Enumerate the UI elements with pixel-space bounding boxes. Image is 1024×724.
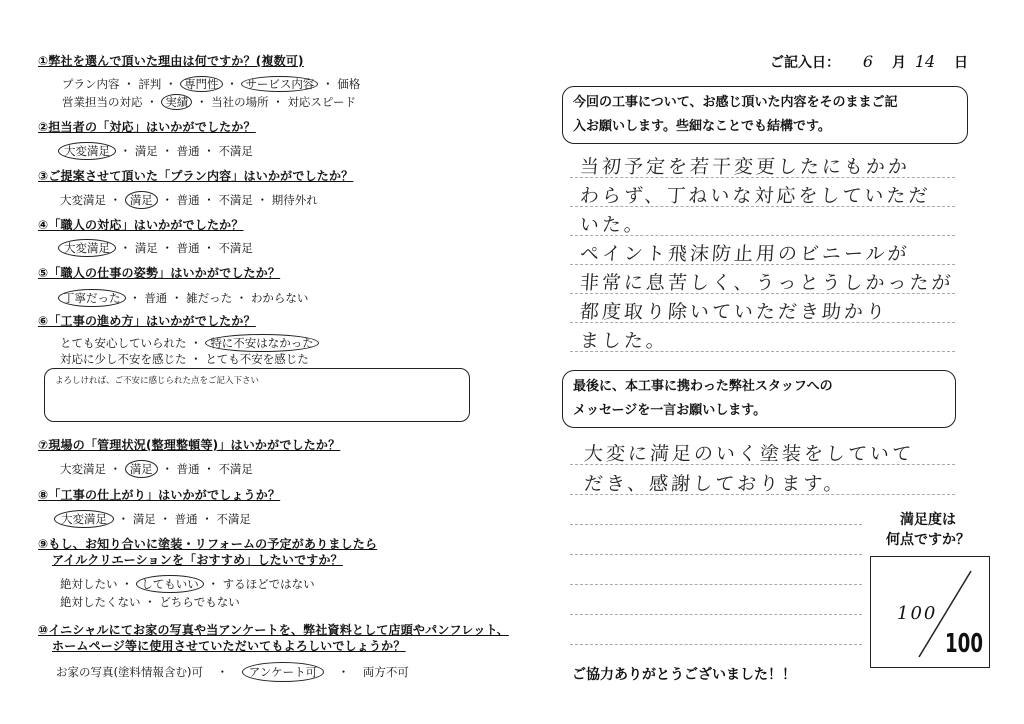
date-day-unit: 日 [954, 55, 969, 71]
q6-options-row2: 対応に少し不安を感じた ・ とても不安を感じた [60, 352, 309, 366]
q10-option[interactable]: お家の写真(塗料情報含む)可 [56, 665, 203, 679]
date-month-unit: 月 [891, 55, 906, 71]
impression-answer-line: わらず、丁ねいな対応をしていただ [579, 185, 932, 207]
ruled-line [570, 554, 862, 555]
q8-option-selected[interactable]: 大変満足 [54, 510, 114, 528]
q4-option-selected[interactable]: 大変満足 [58, 239, 116, 257]
q6-option[interactable]: とても安心していられた [60, 336, 187, 350]
q6-option[interactable]: とても不安を感じた [205, 352, 309, 366]
q2-option-selected[interactable]: 大変満足 [58, 142, 116, 160]
q1-options-row1: プラン内容 ・ 評判 ・ 専門性 ・ サービス内容 ・ 価格 [62, 77, 361, 91]
ruled-line [570, 614, 862, 615]
ruled-line [570, 524, 862, 525]
q2-option[interactable]: 普通 [176, 144, 200, 158]
q6-option-selected[interactable]: 特に不安はなかった [205, 334, 319, 352]
q5-option-selected[interactable]: 丁寧だった [58, 289, 126, 307]
q9-option[interactable]: 絶対したくない [60, 595, 141, 609]
score-label-line1: 満足度は [900, 512, 956, 528]
q1-option[interactable]: 当社の場所 [211, 95, 269, 109]
q5-title: ⑤「職人の仕事の姿勢」はいかがでしたか？ [38, 266, 281, 280]
q3-option[interactable]: 大変満足 [60, 193, 106, 207]
q5-options: 丁寧だった ・ 普通 ・ 雑だった ・ わからない [58, 290, 308, 306]
impression-answer-line: ペイント飛沫防止用のビニールが [579, 243, 911, 265]
q5-option[interactable]: 雑だった [186, 291, 233, 305]
q3-option[interactable]: 不満足 [218, 193, 253, 207]
q7-option[interactable]: 不満足 [218, 462, 253, 476]
q3-option[interactable]: 普通 [176, 193, 200, 207]
score-label-line2: 何点ですか？ [886, 532, 970, 548]
q5-option[interactable]: 普通 [144, 291, 168, 305]
message-answer-line: 大変に満足のいく塗装をしていて [583, 443, 915, 465]
ruled-line [570, 584, 862, 585]
thanks-message: ご協力ありがとうございました！！ [572, 667, 796, 683]
score-value: 100 [897, 603, 938, 624]
q9-option[interactable]: どちらでもない [159, 595, 240, 609]
q1-title: ①弊社を選んで頂いた理由は何ですか？(複数可) [38, 54, 304, 68]
q7-options: 大変満足 ・ 満足 ・ 普通 ・ 不満足 [60, 462, 253, 476]
q5-option[interactable]: わからない [250, 291, 309, 305]
q9-options-row1: 絶対したい ・ してもいい ・ するほどではない [60, 577, 315, 591]
q6-comment-prompt: よろしければ、ご不安に感じられた点をご記入下さい [55, 376, 260, 386]
date-day: 14 [914, 52, 936, 71]
impression-answer-line: 当初予定を若干変更したにもかか [579, 156, 911, 178]
q8-option[interactable]: 不満足 [216, 512, 251, 526]
score-box[interactable] [870, 556, 990, 668]
q10-option[interactable]: 両方不可 [362, 665, 409, 679]
impression-answer-line: ました。 [579, 330, 669, 352]
q8-option[interactable]: 普通 [174, 512, 198, 526]
q6-options-row1: とても安心していられた ・ 特に不安はなかった [60, 335, 319, 351]
q10-option-selected[interactable]: アンケート可 [242, 662, 324, 682]
impression-answer-line: 非常に息苦しく、うっとうしかったが [579, 272, 955, 294]
score-max: 100 [945, 629, 983, 659]
q2-title: ②担当者の「対応」はいかがでしたか？ [38, 120, 256, 134]
q4-options: 大変満足 ・ 満足 ・ 普通 ・ 不満足 [58, 240, 253, 256]
q2-option[interactable]: 不満足 [218, 144, 253, 158]
q4-option[interactable]: 普通 [176, 241, 200, 255]
q3-option[interactable]: 期待外れ [271, 193, 318, 207]
message-prompt-box [562, 370, 956, 428]
score-label [870, 510, 986, 550]
q1-option[interactable]: 評判 [138, 77, 162, 91]
q6-title: ⑥「工事の進め方」はいかがでしたか？ [38, 314, 256, 328]
q9-option-selected[interactable]: してもいい [136, 575, 204, 593]
impression-prompt-line2: 入お願いします。些細なことでも結構です。 [573, 119, 831, 134]
q1-option[interactable]: 対応スピード [287, 95, 356, 109]
q4-title: ④「職人の対応」はいかがでしたか？ [38, 218, 244, 232]
q6-comment-box[interactable] [44, 368, 470, 422]
q1-option[interactable]: プラン内容 [62, 77, 120, 91]
q4-option[interactable]: 不満足 [218, 241, 253, 255]
impression-answer-line: 都度取り除いていただき助かり [579, 301, 889, 323]
q8-option[interactable]: 満足 [132, 512, 156, 526]
q4-option[interactable]: 満足 [134, 241, 158, 255]
impression-prompt-box [562, 86, 968, 144]
q1-option-selected[interactable]: 専門性 [180, 76, 223, 92]
date-month: 6 [862, 52, 874, 71]
q10-options: お家の写真(塗料情報含む)可 ・ アンケート可 ・ 両方不可 [56, 664, 409, 680]
q9-options-row2: 絶対したくない ・ どちらでもない [60, 595, 240, 609]
q1-option-selected[interactable]: サービス内容 [241, 76, 318, 92]
ruled-line [570, 644, 862, 645]
q1-options-row2: 営業担当の対応 ・ 実績 ・ 当社の場所 ・ 対応スピード [62, 95, 356, 109]
q10-title-line1: ⑩イニシャルにてお家の写真や当アンケートを、弊社資料として店頭やパンフレット、 [38, 623, 509, 637]
q9-option[interactable]: するほどではない [222, 577, 315, 591]
q9-title-line1: ⑨もし、お知り合いに塗装・リフォームの予定がありましたら [38, 537, 378, 551]
q1-option-selected[interactable]: 実績 [161, 94, 192, 110]
q3-option-selected[interactable]: 満足 [125, 191, 158, 209]
message-prompt-line1: 最後に、本工事に携わった弊社スタッフへの [573, 379, 833, 394]
q7-option[interactable]: 大変満足 [60, 462, 106, 476]
q9-option[interactable]: 絶対したい [60, 577, 118, 591]
q9-title-line2: アイルクリエーションを「おすすめ」したいですか？ [52, 553, 343, 567]
date-label: ご記入日： [770, 55, 840, 71]
q7-option-selected[interactable]: 満足 [125, 460, 158, 478]
q10-title-line2: ホームページ等に使用させていただいてもよろしいでしょうか？ [52, 639, 406, 653]
message-prompt-line2: メッセージを一言お願いします。 [573, 403, 767, 418]
entry-date [770, 52, 968, 72]
q2-options: 大変満足 ・ 満足 ・ 普通 ・ 不満足 [58, 143, 253, 159]
q1-option[interactable]: 営業担当の対応 [62, 95, 143, 109]
q7-title: ⑦現場の「管理状況(整理整頓等)」はいかがでしたか？ [38, 438, 341, 452]
q2-option[interactable]: 満足 [134, 144, 158, 158]
q8-options: 大変満足 ・ 満足 ・ 普通 ・ 不満足 [54, 511, 251, 527]
q1-option[interactable]: 価格 [337, 77, 361, 91]
q3-options: 大変満足 ・ 満足 ・ 普通 ・ 不満足 ・ 期待外れ [60, 193, 318, 207]
message-answer-line: だき、感謝しております。 [583, 473, 847, 495]
q6-option[interactable]: 対応に少し不安を感じた [60, 352, 187, 366]
impression-answer-line: いた。 [579, 214, 647, 236]
impression-prompt-line1: 今回の工事について、お感じ頂いた内容をそのままご記 [573, 95, 898, 110]
q3-title: ③ご提案させて頂いた「プラン内容」はいかがでしたか？ [38, 169, 354, 183]
q8-title: ⑧「工事の仕上がり」はいかがでしょうか？ [38, 488, 281, 502]
q7-option[interactable]: 普通 [176, 462, 200, 476]
